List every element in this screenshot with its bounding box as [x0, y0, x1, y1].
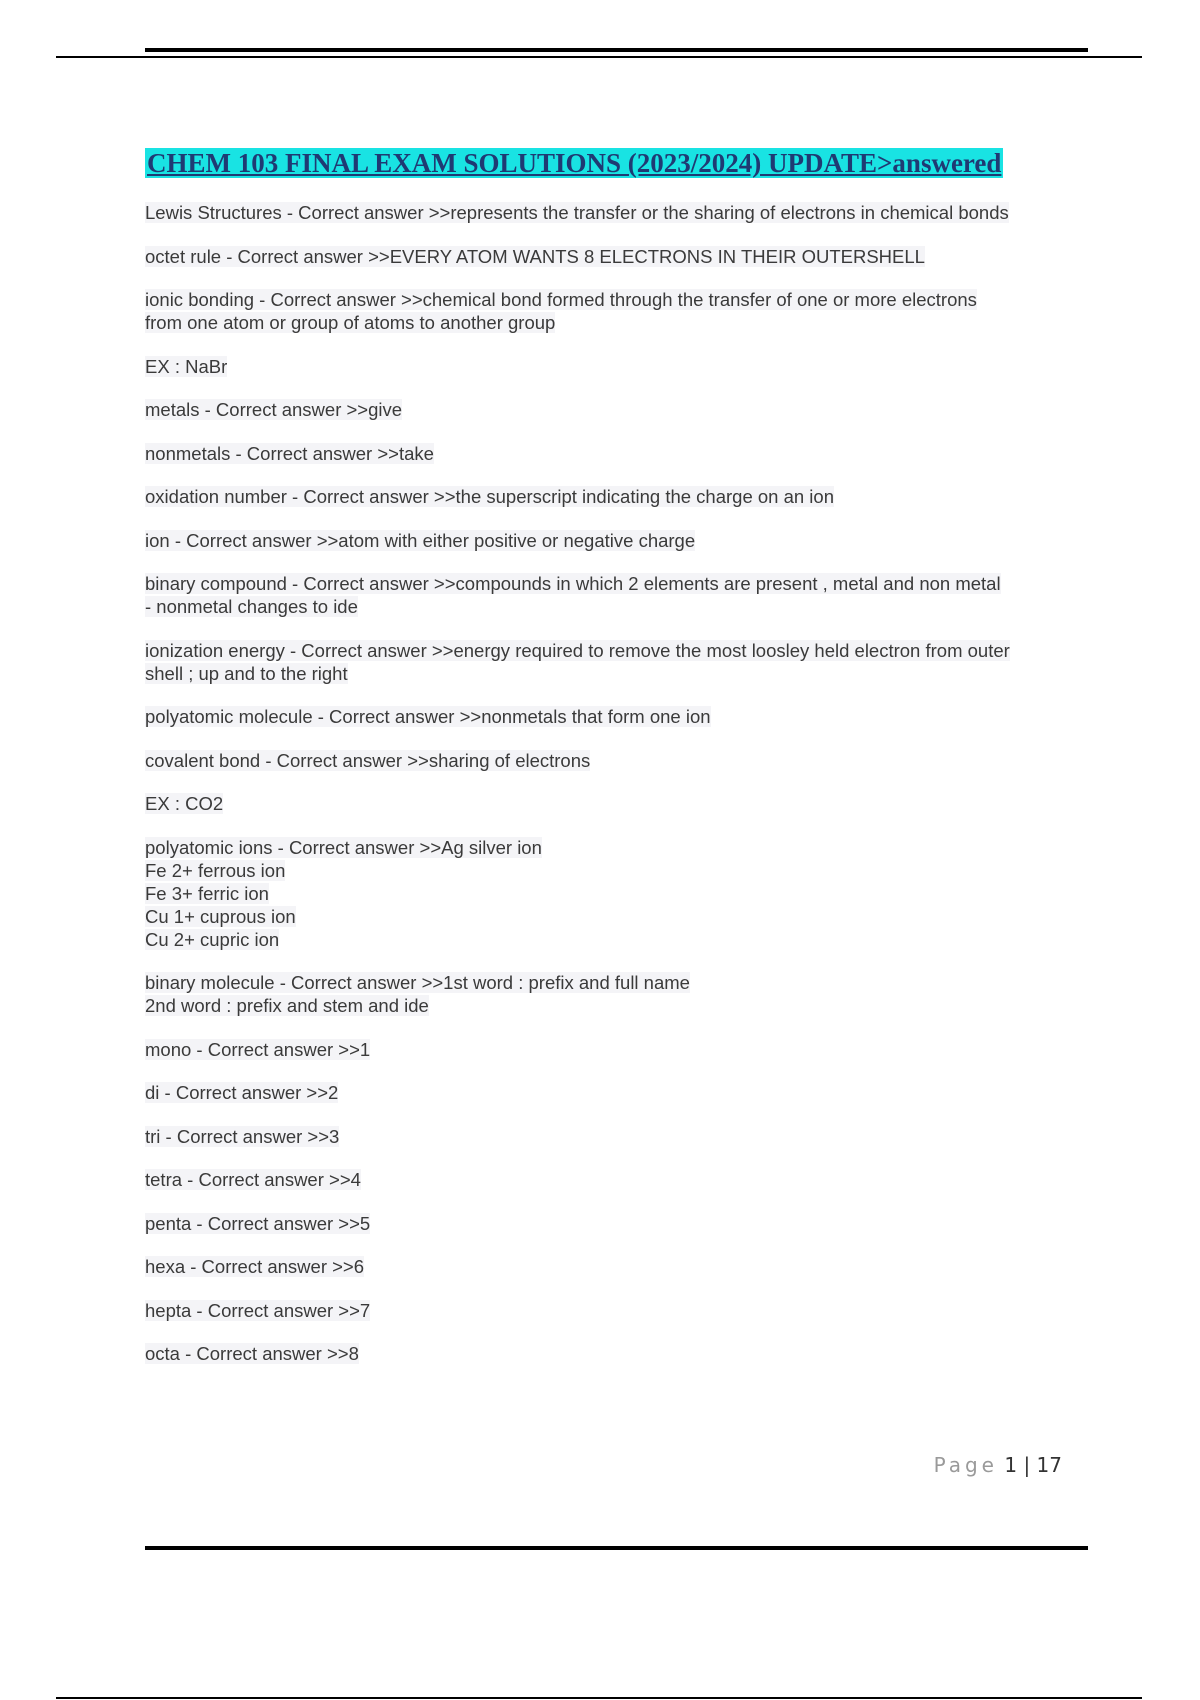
qa-entry-line	[145, 1212, 1090, 1235]
qa-entry-line	[145, 442, 1090, 465]
qa-entry-line	[145, 288, 1090, 311]
qa-entry-line	[145, 705, 1090, 728]
qa-entry-line	[145, 355, 1090, 378]
qa-entry-line	[145, 905, 1090, 928]
qa-entry-line	[145, 639, 1090, 662]
qa-entry-line	[145, 971, 1090, 994]
qa-entry-text: covalent bond - Correct answer >>sharing of electrons	[145, 749, 591, 771]
qa-entry-line	[145, 882, 1090, 905]
qa-entry-line	[145, 595, 1090, 618]
qa-entry-text: 2nd word : prefix and stem and ide	[145, 995, 429, 1016]
qa-entry	[145, 485, 1090, 508]
qa-entry-line	[145, 485, 1090, 508]
qa-entry	[145, 398, 1090, 421]
qa-entry	[145, 1168, 1090, 1191]
qa-entry-line	[145, 859, 1090, 882]
qa-entry	[145, 1255, 1090, 1278]
qa-entry-text: penta - Correct answer >>5	[145, 1212, 371, 1234]
qa-entry-text: nonmetals - Correct answer >>take	[145, 442, 434, 464]
qa-entry-text: polyatomic molecule - Correct answer >>nonmetals that form one ion	[145, 706, 711, 727]
qa-entry-text: Cu 1+ cuprous ion	[145, 905, 296, 927]
qa-entry-text: Lewis Structures - Correct answer >>represents the transfer or the sharing of electrons in chemical bonds	[145, 202, 1009, 223]
qa-entry	[145, 1342, 1090, 1365]
qa-entry-text: binary molecule - Correct answer >>1st word : prefix and full name	[145, 972, 690, 993]
header-rule-thick	[145, 48, 1088, 52]
qa-entry-text: ionic bonding - Correct answer >>chemical bond formed through the transfer of one or more electrons	[145, 289, 977, 310]
qa-entry-text: Fe 2+ ferrous ion	[145, 859, 286, 881]
header-rule-thin	[56, 56, 1142, 58]
qa-entry-text: - nonmetal changes to ide	[145, 596, 358, 617]
qa-entry	[145, 288, 1090, 334]
qa-entry-line	[145, 572, 1090, 595]
qa-entry	[145, 442, 1090, 465]
page-separator: |	[1023, 1453, 1031, 1477]
qa-entry-line	[145, 749, 1090, 772]
qa-entry	[145, 705, 1090, 728]
qa-entry	[145, 245, 1090, 268]
qa-entry-line	[145, 529, 1090, 552]
qa-entry-line	[145, 398, 1090, 421]
qa-entry	[145, 1081, 1090, 1104]
qa-entry-line	[145, 1168, 1090, 1191]
footer-rule-thin	[56, 1697, 1142, 1699]
qa-entry-line	[145, 1038, 1090, 1061]
qa-entry-text: ion - Correct answer >>atom with either positive or negative charge	[145, 529, 696, 551]
qa-entry-text: di - Correct answer >>2	[145, 1082, 339, 1103]
document-title-text: CHEM 103 FINAL EXAM SOLUTIONS (2023/2024) UPDATE>answered	[147, 148, 1002, 178]
qa-entry-line	[145, 311, 1090, 334]
qa-entry-line	[145, 1255, 1090, 1278]
qa-entry-text: mono - Correct answer >>1	[145, 1038, 371, 1060]
qa-entry	[145, 1212, 1090, 1235]
qa-entry-text: octet rule - Correct answer >>EVERY ATOM WANTS 8 ELECTRONS IN THEIR OUTERSHELL	[145, 245, 925, 267]
qa-entry-text: Fe 3+ ferric ion	[145, 882, 269, 904]
qa-entry-text: metals - Correct answer >>give	[145, 399, 403, 420]
qa-entry	[145, 749, 1090, 772]
qa-entry-line	[145, 928, 1090, 951]
qa-entry	[145, 1125, 1090, 1148]
qa-entry-text: octa - Correct answer >>8	[145, 1343, 359, 1364]
qa-entry	[145, 572, 1090, 618]
qa-entry	[145, 792, 1090, 815]
qa-entry	[145, 971, 1090, 1017]
qa-entry-text: polyatomic ions - Correct answer >>Ag silver ion	[145, 836, 542, 858]
page-number	[934, 1453, 1062, 1477]
qa-entry-text: shell ; up and to the right	[145, 662, 348, 684]
qa-entry-line	[145, 994, 1090, 1017]
qa-entry	[145, 639, 1090, 685]
qa-entry-text: hepta - Correct answer >>7	[145, 1299, 371, 1321]
qa-entry	[145, 201, 1090, 224]
page-current: 1	[1004, 1453, 1018, 1477]
qa-entry	[145, 836, 1090, 951]
qa-entry-text: EX : CO2	[145, 793, 224, 814]
qa-entry-text: oxidation number - Correct answer >>the superscript indicating the charge on an ion	[145, 486, 834, 507]
qa-entry-text: tetra - Correct answer >>4	[145, 1169, 361, 1190]
qa-entry-line	[145, 836, 1090, 859]
qa-entry	[145, 1299, 1090, 1322]
qa-entry-line	[145, 245, 1090, 268]
qa-entry	[145, 1038, 1090, 1061]
document-body	[145, 201, 1090, 1386]
qa-entry-text: ionization energy - Correct answer >>energy required to remove the most loosley held electron from outer	[145, 639, 1010, 661]
qa-entry-line	[145, 1081, 1090, 1104]
qa-entry-line	[145, 1299, 1090, 1322]
page-label: Page	[933, 1453, 998, 1477]
qa-entry-text: hexa - Correct answer >>6	[145, 1256, 365, 1277]
qa-entry-text: EX : NaBr	[145, 355, 228, 377]
qa-entry	[145, 529, 1090, 552]
qa-entry	[145, 355, 1090, 378]
document-title	[145, 146, 1003, 180]
qa-entry-line	[145, 662, 1090, 685]
page-total: 17	[1036, 1453, 1062, 1477]
qa-entry-text: from one atom or group of atoms to another group	[145, 312, 556, 333]
qa-entry-text: Cu 2+ cupric ion	[145, 928, 280, 950]
footer-rule-thick	[145, 1546, 1088, 1550]
qa-entry-text: binary compound - Correct answer >>compounds in which 2 elements are present , metal and non metal	[145, 573, 1001, 594]
qa-entry-line	[145, 1342, 1090, 1365]
qa-entry-line	[145, 1125, 1090, 1148]
qa-entry-line	[145, 792, 1090, 815]
qa-entry-text: tri - Correct answer >>3	[145, 1125, 340, 1147]
qa-entry-line	[145, 201, 1090, 224]
